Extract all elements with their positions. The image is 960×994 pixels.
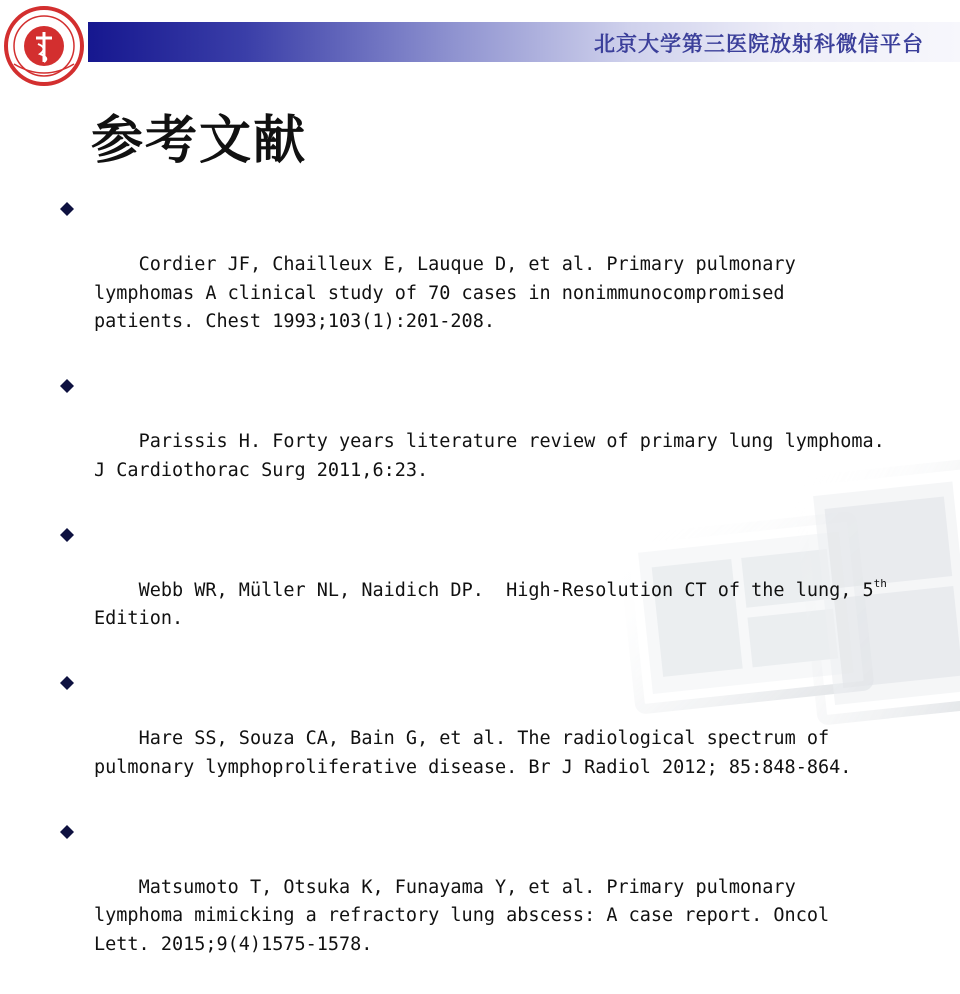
diamond-bullet-icon (60, 676, 74, 690)
list-item (58, 194, 928, 365)
reference-text: Matsumoto T, Otsuka K, Funayama Y, et al. Primary pulmonary lymphoma mimicking a refractory lung abscess: A case report. Oncol Lett. 2015;9(4)1575-1578. (94, 876, 830, 955)
diamond-bullet-icon (60, 379, 74, 393)
reference-text-tail: Edition. (94, 608, 184, 629)
page-title: 参考文献 (91, 111, 308, 171)
list-item (58, 817, 928, 988)
header-band (88, 22, 960, 62)
list-item (58, 668, 928, 811)
diamond-bullet-icon (60, 528, 74, 542)
header-title: 北京大学第三医院放射科微信平台 (594, 32, 924, 56)
reference-text: Parissis H. Forty years literature review of primary lung lymphoma. J Cardiothorac Surg 2011,6:23. (94, 431, 885, 481)
reference-text-main: Webb WR, Müller NL, Naidich DP. High-Resolution CT of the lung, 5 (138, 579, 874, 601)
diamond-bullet-icon (60, 825, 74, 839)
hospital-emblem-icon (2, 4, 86, 88)
edition-superscript: th (873, 576, 887, 590)
list-item (58, 371, 928, 514)
reference-text (94, 576, 887, 630)
diamond-bullet-icon (60, 202, 74, 216)
reference-list (58, 194, 928, 994)
reference-text: Cordier JF, Chailleux E, Lauque D, et al. Primary pulmonary lymphomas A clinical study of 70 cases in nonimmunocompromised patients. Chest 1993;103(1):201-208. (94, 254, 796, 332)
list-item (58, 520, 928, 663)
reference-text: Hare SS, Souza CA, Bain G, et al. The radiological spectrum of pulmonary lymphoproliferative disease. Br J Radiol 2012; 85:848-864. (94, 728, 852, 778)
